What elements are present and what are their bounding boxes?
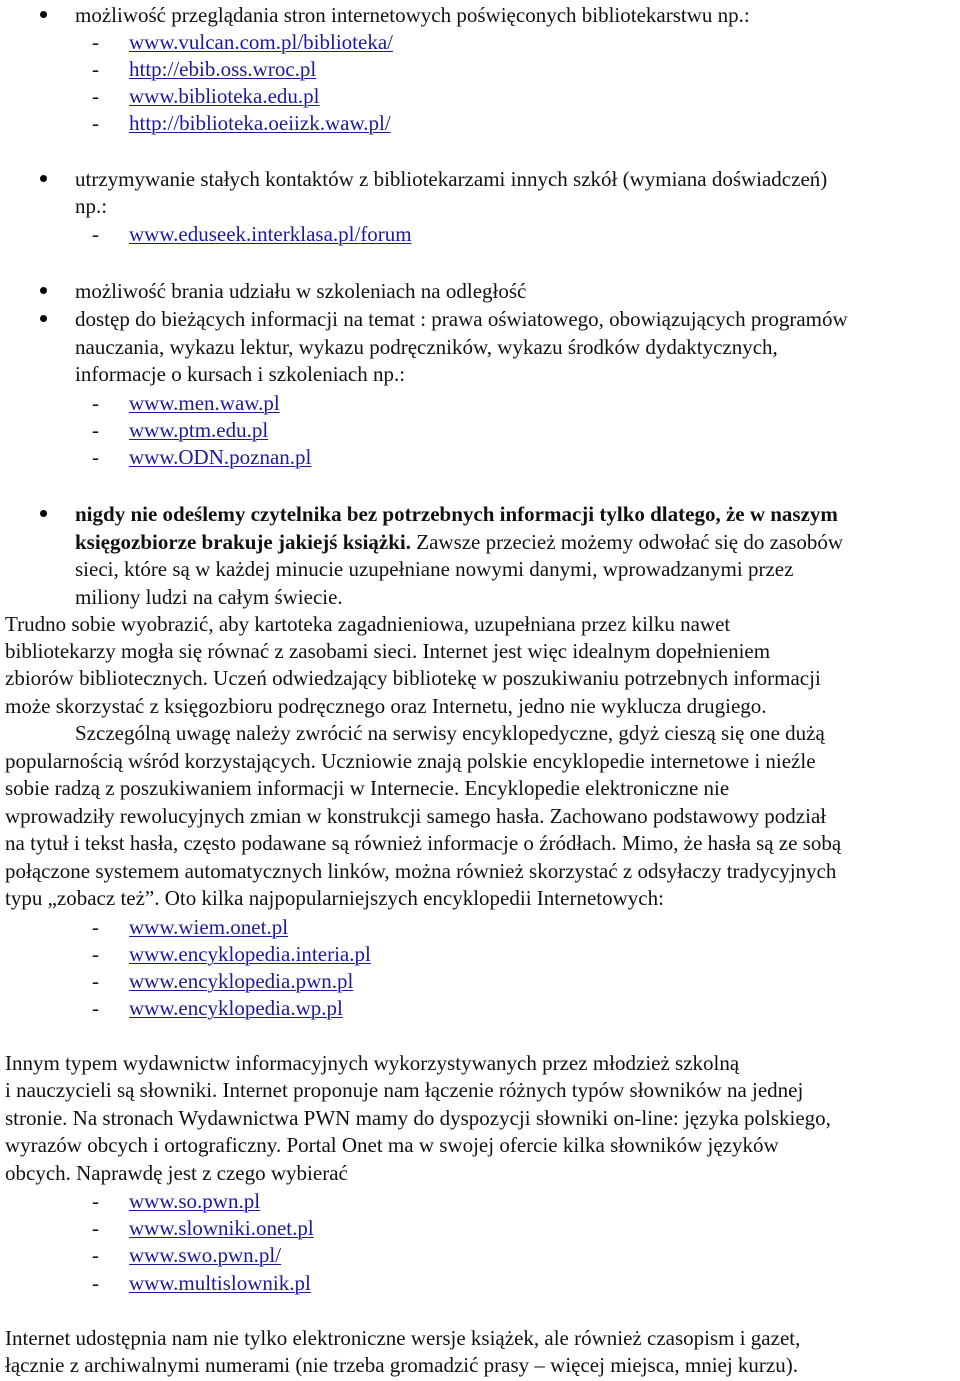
- bullet-icon: [40, 315, 47, 322]
- bullet-text-contacts: utrzymywanie stałych kontaktów z bibliotekarzami innych szkół (wymiana doświadczeń): [75, 167, 828, 191]
- bullet-text-bold-2: księgozbiorze brakuje jakiejś książki.: [75, 530, 411, 554]
- paragraph-line: Trudno sobie wyobrazić, aby kartoteka zagadnieniowa, uzupełniana przez kilku nawet: [5, 612, 731, 636]
- list-dash: -: [92, 84, 99, 108]
- paragraph-line: Internet udostępnia nam nie tylko elektroniczne wersje książek, ale również czasopism i gazet,: [5, 1326, 801, 1350]
- paragraph-line: Innym typem wydawnictw informacyjnych wykorzystywanych przez młodzież szkolną: [5, 1051, 740, 1075]
- list-dash: -: [92, 445, 99, 469]
- link-biblioteka-edu[interactable]: www.biblioteka.edu.pl: [129, 84, 320, 108]
- bullet-text-browsing: możliwość przeglądania stron internetowych poświęconych bibliotekarstwu np.:: [75, 3, 750, 27]
- list-dash: -: [92, 1271, 99, 1295]
- bullet-text-line-2: [75, 532, 843, 553]
- bullet-text-line-3: sieci, które są w każdej minucie uzupełniane nowymi danymi, wprowadzanymi przez: [75, 557, 794, 581]
- paragraph-line: połączone systemem automatycznych linków, można również skorzystać z odsyłaczy tradycyjnych: [5, 859, 837, 883]
- bullet-text-contacts-cont: np.:: [75, 194, 108, 218]
- bullet-icon: [40, 510, 47, 517]
- paragraph-line: typu „zobacz też”. Oto kilka najpopularniejszych encyklopedii Internetowych:: [5, 886, 664, 910]
- list-dash: -: [92, 222, 99, 246]
- link-vulcan[interactable]: www.vulcan.com.pl/biblioteka/: [129, 30, 393, 54]
- paragraph-line: zbiorów bibliotecznych. Uczeń odwiedzający bibliotekę w poszukiwaniu potrzebnych informacji: [5, 666, 821, 690]
- link-men[interactable]: www.men.waw.pl: [129, 391, 280, 415]
- link-ebib[interactable]: http://ebib.oss.wroc.pl: [129, 57, 317, 81]
- link-eduseek[interactable]: www.eduseek.interklasa.pl/forum: [129, 222, 412, 246]
- paragraph-line: stronie. Na stronach Wydawnictwa PWN mamy do dyspozycji słowniki on-line: języka polskiego,: [5, 1106, 831, 1130]
- bullet-text-rest-2: Zawsze przecież możemy odwołać się do zasobów: [411, 530, 844, 554]
- list-dash: -: [92, 1216, 99, 1240]
- link-slowniki-onet[interactable]: www.slowniki.onet.pl: [129, 1216, 314, 1240]
- paragraph-line: wprowadziły rewolucyjnych zmian w konstrukcji samego hasła. Zachowano podstawowy podział: [5, 804, 827, 828]
- link-pwn-encyklopedia[interactable]: www.encyklopedia.pwn.pl: [129, 969, 354, 993]
- link-ptm[interactable]: www.ptm.edu.pl: [129, 418, 269, 442]
- paragraph-line: wyrazów obcych i ortograficzny. Portal Onet ma w swojej ofercie kilka słowników języków: [5, 1133, 779, 1157]
- paragraph-line: Szczególną uwagę należy zwrócić na serwisy encyklopedyczne, gdyż cieszą się one dużą: [75, 721, 825, 745]
- list-dash: -: [92, 30, 99, 54]
- link-odn[interactable]: www.ODN.poznan.pl: [129, 445, 312, 469]
- list-dash: -: [92, 57, 99, 81]
- bullet-text-bold-1: nigdy nie odeślemy czytelnika bez potrzebnych informacji tylko dlatego, że w naszym: [75, 502, 838, 526]
- bullet-icon: [40, 287, 47, 294]
- list-dash: -: [92, 111, 99, 135]
- link-wiem[interactable]: www.wiem.onet.pl: [129, 915, 289, 939]
- bullet-text-training: możliwość brania udziału w szkoleniach na odległość: [75, 279, 527, 303]
- bullet-icon: [40, 11, 47, 18]
- paragraph-line: obcych. Naprawdę jest z czego wybierać: [5, 1161, 348, 1185]
- paragraph-line: i nauczycieli są słowniki. Internet proponuje nam łączenie różnych typów słowników na jednej: [5, 1078, 804, 1102]
- bullet-text-access-2: nauczania, wykazu lektur, wykazu podręczników, wykazu środków dydaktycznych,: [75, 335, 778, 359]
- paragraph-line: na tytuł i tekst hasła, często podawane są również informacje o źródłach. Mimo, że hasła są ze sobą: [5, 831, 842, 855]
- bullet-text-line-4: miliony ludzi na całym świecie.: [75, 585, 343, 609]
- bullet-text-access-3: informacje o kursach i szkoleniach np.:: [75, 362, 406, 386]
- paragraph-line: bibliotekarzy mogła się równać z zasobami sieci. Internet jest więc idealnym dopełnieniem: [5, 639, 771, 663]
- link-interia[interactable]: www.encyklopedia.interia.pl: [129, 942, 371, 966]
- paragraph-line: popularnością wśród korzystających. Uczniowie znają polskie encyklopedie internetowe i nieźle: [5, 749, 816, 773]
- list-dash: -: [92, 915, 99, 939]
- link-swo-pwn[interactable]: www.swo.pwn.pl/: [129, 1243, 282, 1267]
- paragraph-line: sobie radzą z poszukiwaniem informacji w Internecie. Encyklopedie elektroniczne nie: [5, 776, 730, 800]
- paragraph-line: może skorzystać z księgozbioru podręcznego oraz Internetu, jedno nie wyklucza drugiego.: [5, 694, 767, 718]
- list-dash: -: [92, 969, 99, 993]
- list-dash: -: [92, 418, 99, 442]
- list-dash: -: [92, 391, 99, 415]
- list-dash: -: [92, 942, 99, 966]
- link-oeiizk[interactable]: http://biblioteka.oeiizk.waw.pl/: [129, 111, 391, 135]
- bullet-icon: [40, 175, 47, 182]
- list-dash: -: [92, 996, 99, 1020]
- list-dash: -: [92, 1189, 99, 1213]
- paragraph-line: łącznie z archiwalnymi numerami (nie trzeba gromadzić prasy – więcej miejsca, mniej kurzu).: [5, 1353, 798, 1377]
- link-multislownik[interactable]: www.multislownik.pl: [129, 1271, 311, 1295]
- link-so-pwn[interactable]: www.so.pwn.pl: [129, 1189, 261, 1213]
- list-dash: -: [92, 1243, 99, 1267]
- bullet-text-access-1: dostęp do bieżących informacji na temat : prawa oświatowego, obowiązujących programów: [75, 307, 848, 331]
- link-wp[interactable]: www.encyklopedia.wp.pl: [129, 996, 343, 1020]
